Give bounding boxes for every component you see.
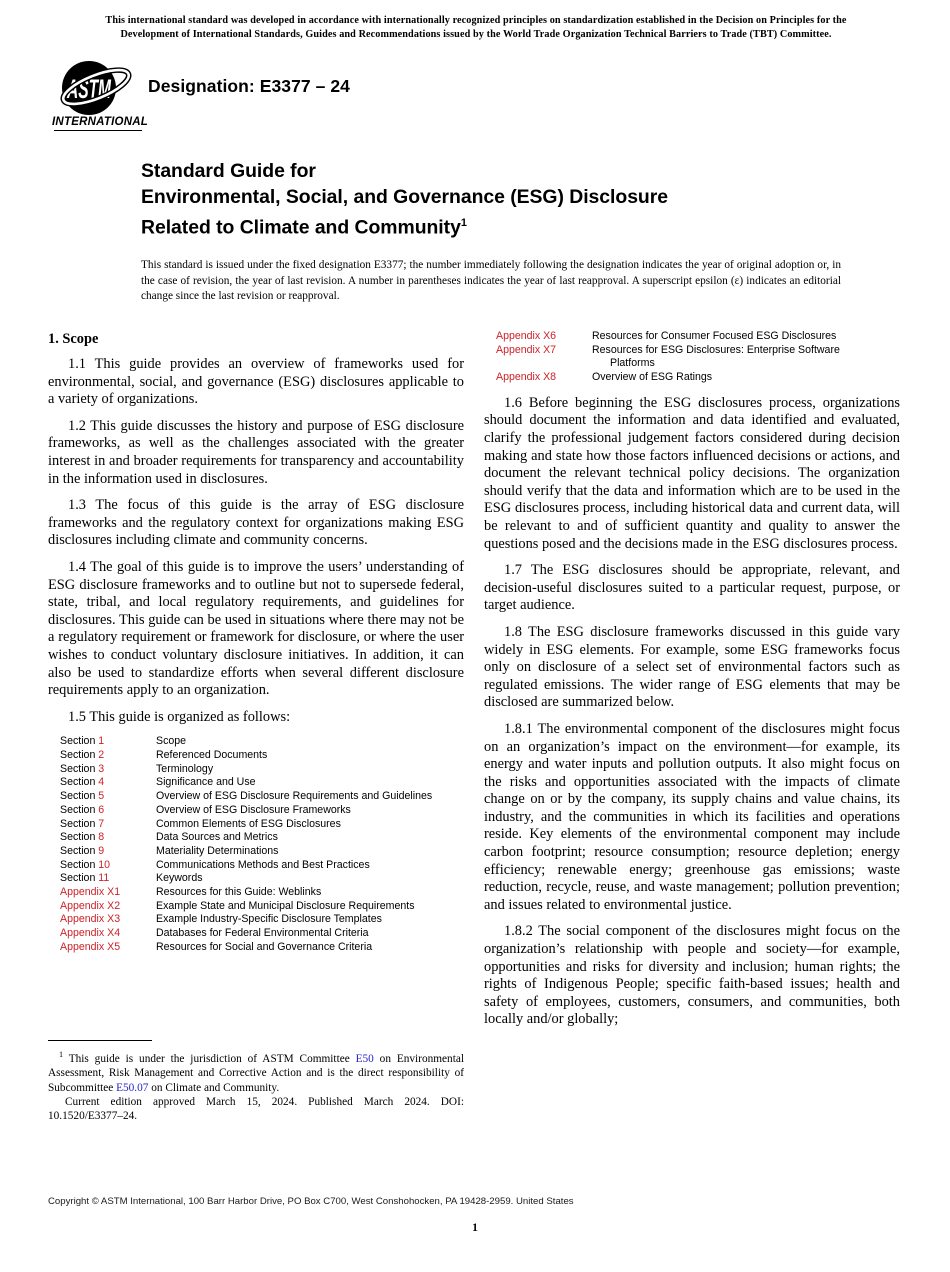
contents-row-label[interactable] [60, 790, 148, 804]
contents-row-label[interactable] [60, 763, 148, 777]
page-title [141, 158, 841, 240]
paragraph-1-8-1: 1.8.1 The environmental component of the disclosures might focus on an organization’s impact on the environment—for example, its energy and water inputs and pollution outputs. It also might focus on the risks and opportunities associated with the impacts of climate change on or by the company, its supply chains and value chains, its industry, and the communities in which its facilities and operations reside. Key elements of the environmental component may include carbon footprint; resource consumption; resource depletion; energy efficiency; renewable energy; greenhouse gas emissions; waste reduction, recycle, reuse, and waste management; pollution prevention; and issues related to environmental justice. [484, 720, 900, 913]
contents-row-title: Resources for ESG Disclosures: Enterprise Software Platforms [584, 344, 892, 371]
contents-row-title: Significance and Use [156, 776, 256, 789]
footnote-part-3: on Climate and Community. [148, 1081, 280, 1094]
contents-row-label[interactable] [60, 735, 148, 749]
contents-row-label[interactable] [60, 872, 148, 886]
designation: Designation: E3377 – 24 [148, 76, 350, 96]
footnote-link-e5007[interactable]: E50.07 [116, 1081, 149, 1094]
footnote-jurisdiction [48, 1048, 464, 1095]
contents-row-label[interactable] [60, 886, 148, 900]
tbt-banner-line1: This international standard was developed in accordance with internationally recognized principles on standardization established in the Decision on Principles for the [105, 15, 847, 26]
contents-table-left-body [60, 735, 432, 954]
contents-row-label-prefix: Appendix [60, 913, 108, 926]
contents-row[interactable] [60, 941, 432, 955]
contents-row-title: Materiality Determinations [156, 844, 279, 857]
paragraph-1-4: 1.4 The goal of this guide is to improve the users’ understanding of ESG disclosure frameworks and to outline but not to supersede federal, state, tribal, and local regulatory requirements, and guidelines for disclosures. This guide can be used in situations where there may not be a regulatory requirement or framework for disclosure, or where the user wishes to conduct voluntary disclosure initiatives. In addition, it can also be used to standardize efforts when several different disclosure requirements apply to an organization. [48, 558, 464, 699]
contents-row-label-prefix: Appendix [60, 899, 108, 912]
contents-row-title: Common Elements of ESG Disclosures [156, 817, 341, 830]
contents-row-label-number[interactable]: 5 [98, 790, 105, 803]
title-line-2: Environmental, Social, and Governance (ESG) Disclosure [141, 186, 668, 208]
contents-row-label[interactable] [60, 831, 148, 845]
contents-row-label-prefix: Section [60, 762, 99, 775]
paragraph-1-3: 1.3 The focus of this guide is the array of ESG disclosure frameworks and the regulatory context for organizations making ESG disclosures including climate and community concerns. [48, 497, 464, 549]
contents-row-label-prefix: Section [60, 735, 99, 748]
contents-row-label-prefix: Section [60, 844, 99, 857]
footnote-current-edition: Current edition approved March 15, 2024. Published March 2024. DOI: 10.1520/E3377–24. [48, 1095, 464, 1123]
contents-row-title: Referenced Documents [156, 748, 268, 761]
contents-row-label-number[interactable]: 1 [98, 735, 105, 748]
contents-row-title: Resources for this Guide: Weblinks [156, 886, 322, 899]
contents-row-label-prefix: Section [60, 803, 99, 816]
tbt-banner-line2: Development of International Standards, Guides and Recommendations issued by the World Trade Organization Technical Barriers to Trade (TBT) Committee. [120, 28, 832, 40]
contents-row[interactable] [60, 763, 432, 777]
title-line-3-text: Related to Climate and Community [141, 216, 461, 239]
contents-row-title: Resources for Social and Governance Criteria [156, 940, 373, 953]
section-heading-scope: 1. Scope [48, 331, 99, 347]
contents-row-label[interactable]: Appendix X8 [496, 371, 557, 384]
contents-row[interactable] [60, 818, 432, 832]
contents-row-label-prefix: Section [60, 817, 99, 830]
contents-row[interactable] [60, 776, 432, 790]
contents-table-left [60, 735, 432, 954]
contents-table-right [496, 330, 892, 385]
contents-row-title: Terminology [156, 762, 214, 775]
astm-logo-icon [56, 60, 136, 116]
paragraph-1-7: 1.7 The ESG disclosures should be appropriate, relevant, and decision-useful disclosures suited to a particular request, purpose, or target audience. [484, 562, 900, 614]
contents-row-title: Example State and Municipal Disclosure Requirements [156, 899, 415, 912]
contents-row-label-number[interactable]: 3 [98, 762, 105, 775]
contents-row[interactable] [60, 831, 432, 845]
footer-copyright: Copyright © ASTM International, 100 Barr Harbor Drive, PO Box C700, West Conshohocken, PA 19428-2959. United States [48, 1196, 574, 1207]
column-left [48, 330, 464, 955]
contents-row-label-prefix: Appendix [60, 940, 108, 953]
footnote-block [48, 1040, 464, 1124]
contents-row-label-prefix: Appendix [60, 927, 108, 940]
contents-row[interactable] [496, 344, 892, 371]
contents-row[interactable] [60, 859, 432, 873]
paragraph-1-1: 1.1 This guide provides an overview of frameworks used for environmental, social, and governance (ESG) disclosures applicable to a variety of organizations. [48, 356, 464, 408]
paragraph-1-2: 1.2 This guide discusses the history and purpose of ESG disclosure frameworks, as well as the challenges associated with the greater interest in and broader requirements for transparency and accountability in the information used in disclosures. [48, 417, 464, 487]
svg-text:ASTM: ASTM [66, 74, 112, 104]
issued-under-note: This standard is issued under the fixed designation E3377; the number immediately following the designation indicates the year of original adoption or, in the case of revision, the year of last revision. A number in parentheses indicates the year of last reapproval. A superscript epsilon (ε) indicates an editorial change since the last revision or reapproval. [141, 259, 841, 303]
contents-row-label-number[interactable]: X2 [107, 899, 121, 912]
contents-row-title: Databases for Federal Environmental Criteria [156, 927, 369, 940]
contents-row-label-number[interactable]: 9 [98, 844, 105, 857]
contents-row[interactable] [60, 900, 432, 914]
astm-logo-rule [54, 130, 142, 131]
contents-table-right-body [496, 330, 892, 385]
footnote-part-1: This guide is under the jurisdiction of ASTM Committee [63, 1052, 356, 1065]
contents-row-title: Communications Methods and Best Practices [156, 858, 370, 871]
contents-row[interactable] [60, 735, 432, 749]
contents-row-title: Overview of ESG Disclosure Frameworks [156, 803, 351, 816]
contents-row-label-prefix: Section [60, 858, 99, 871]
contents-row-label[interactable] [60, 941, 148, 955]
contents-row-label[interactable]: Appendix X6 [496, 330, 557, 342]
astm-logo [52, 60, 149, 132]
title-line-3 [141, 210, 841, 240]
contents-row-label[interactable] [60, 776, 148, 790]
contents-row-title: Overview of ESG Disclosure Requirements and Guidelines [156, 790, 433, 803]
contents-row-label-number[interactable]: X4 [107, 927, 121, 940]
contents-row-title: Data Sources and Metrics [156, 831, 278, 844]
contents-row-label-number[interactable]: 11 [98, 872, 110, 885]
tbt-banner [48, 14, 904, 41]
contents-row[interactable] [60, 886, 432, 900]
contents-row-label[interactable] [60, 927, 148, 941]
contents-row-label-prefix: Section [60, 748, 99, 761]
contents-row[interactable] [60, 927, 432, 941]
contents-row[interactable] [60, 790, 432, 804]
contents-row-title: Keywords [156, 872, 203, 885]
contents-row[interactable] [496, 371, 892, 385]
title-footnote-marker: 1 [460, 217, 467, 229]
contents-row-label[interactable]: Appendix X7 [496, 343, 557, 356]
contents-row-label[interactable] [60, 859, 148, 873]
contents-row-title: Example Industry-Specific Disclosure Templates [156, 913, 382, 926]
contents-row[interactable] [60, 804, 432, 818]
contents-row-label[interactable] [60, 818, 148, 832]
contents-row-label-prefix: Section [60, 831, 99, 844]
contents-row-label-number[interactable]: X5 [107, 940, 121, 953]
contents-row-label-number[interactable]: 7 [98, 817, 105, 830]
paragraph-1-8-2: 1.8.2 The social component of the disclosures might focus on the organization’s relationship with people and society—for example, opportunities and risks for diversity and inclusion; human rights; the rights of Indigenous People; specific faith-based issues; health and safety of employees, customers, consumers, and communities, both locally and/or globally; [484, 923, 900, 1028]
contents-row-label-prefix: Section [60, 872, 99, 885]
contents-row[interactable] [60, 749, 432, 763]
footer-page-number: 1 [472, 1222, 478, 1234]
contents-row-label-number[interactable]: 8 [98, 831, 105, 844]
contents-row-label-prefix: Section [60, 776, 99, 789]
contents-row-label[interactable] [60, 913, 148, 927]
contents-row-title: Scope [156, 735, 187, 748]
contents-row-label[interactable] [60, 804, 148, 818]
contents-row-label[interactable] [60, 900, 148, 914]
footnote-divider [48, 1040, 152, 1041]
column-right [484, 330, 900, 1029]
contents-row-label-prefix: Appendix [60, 886, 108, 899]
contents-row-label-prefix: Section [60, 790, 99, 803]
contents-row-label-number[interactable]: X1 [107, 886, 121, 899]
contents-row-title: Resources for Consumer Focused ESG Disclosures [592, 330, 837, 342]
contents-row-label-number[interactable]: 2 [98, 748, 105, 761]
footnote-link-e50[interactable]: E50 [355, 1052, 374, 1065]
contents-row-label-number[interactable]: 10 [98, 858, 111, 871]
contents-row-label-number[interactable]: X3 [107, 913, 121, 926]
contents-row[interactable] [496, 330, 892, 344]
contents-row[interactable] [60, 872, 432, 886]
contents-row-label[interactable] [60, 845, 148, 859]
astm-logo-international: INTERNATIONAL [52, 116, 149, 128]
contents-row-label[interactable] [60, 749, 148, 763]
footnote-marker: 1 [59, 1050, 64, 1059]
title-line-1: Standard Guide for [141, 160, 316, 182]
contents-row[interactable] [60, 913, 432, 927]
paragraph-1-6: 1.6 Before beginning the ESG disclosures process, organizations should document the information and data identified and evaluated, clarify the professional judgement factors considered during decision making and state how those factors influenced decisions or actions, and document the relevant technical policy decisions. The organization should verify that the data and information which are to be used in the ESG disclosures process, including historical data and current data, will be relevant to and of sufficient quantity and quality to answer the questions posed and the decisions made in the ESG disclosures process. [484, 394, 900, 552]
paragraph-1-8: 1.8 The ESG disclosure frameworks discussed in this guide vary widely in ESG elements. For example, some ESG frameworks focus only on disclosure of a select set of environmental factors such as regulated emissions. The wider range of ESG elements that may be disclosed are summarized below. [484, 623, 900, 711]
contents-row[interactable] [60, 845, 432, 859]
footnote-part-2: on Environmental Assessment, Risk Management and Corrective Action and is the direct responsibility of Subcommittee [48, 1052, 464, 1094]
contents-row-title: Overview of ESG Ratings [592, 371, 713, 384]
contents-row-label-number[interactable]: 6 [98, 803, 105, 816]
contents-row-label-number[interactable]: 4 [98, 776, 105, 789]
contents-row-title-continued: Platforms [610, 357, 655, 370]
paragraph-1-5: 1.5 This guide is organized as follows: [68, 708, 291, 725]
